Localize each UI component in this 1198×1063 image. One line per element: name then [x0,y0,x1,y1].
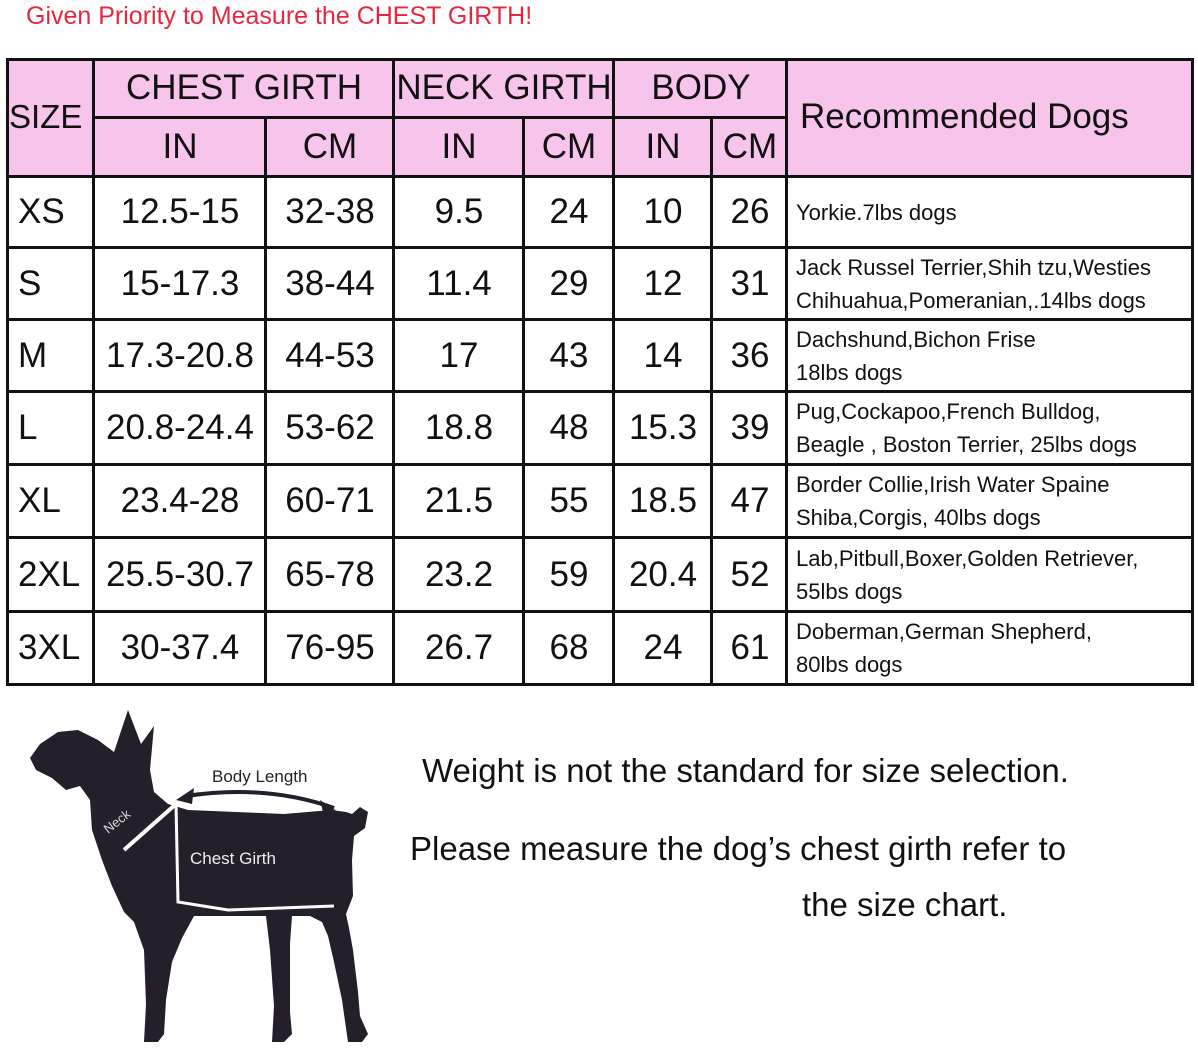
header-neck-cm: CM [541,127,597,166]
neck-cm-cell: 43 [549,335,589,375]
weight-note: Weight is not the standard for size selection. [422,752,1069,789]
recommended-dogs-cell [788,178,1194,246]
neck-in-cell: 23.2 [424,554,494,594]
row-divider [6,390,1194,393]
measure-note-continued: the size chart. [802,886,1008,923]
row-divider [6,536,1194,539]
body-in-cell: 14 [643,335,683,375]
recommended-dogs-line: Dachshund,Bichon Frise [796,326,1036,352]
arrow-head-left [176,788,194,804]
column-divider [612,58,615,686]
body-in-cell: 15.3 [628,408,698,447]
size-cell: 3XL [18,628,81,667]
neck-cm-cell: 68 [549,628,589,667]
dog-silhouette [16,700,416,1058]
chest-in-cell: 17.3-20.8 [106,335,254,375]
recommended-dogs-line: Border Collie,Irish Water Spaine [796,472,1110,497]
size-cell: S [18,263,42,303]
recommended-dogs-cell [788,249,1194,318]
chest-in-cell: 25.5-30.7 [106,554,254,594]
column-divider [264,116,267,686]
chest-cm-cell: 38-44 [285,263,375,303]
dog-measurement-diagram [16,700,416,1058]
body-cm-cell: 47 [730,481,770,520]
recommended-dogs-cell [788,393,1194,463]
chest-cm-cell: 32-38 [285,192,375,231]
measure-note: Please measure the dog’s chest girth refer to [410,830,1067,867]
body-length-arrow [186,792,334,808]
neck-cm-cell: 48 [549,408,589,447]
body-in-cell: 18.5 [628,481,698,520]
recommended-dogs-line: Pug,Cockapoo,French Bulldog, [796,399,1101,424]
table-border-top [6,58,1194,61]
size-cell: 2XL [18,554,81,594]
body-cm-cell: 31 [730,263,770,303]
recommended-dogs-line: Lab,Pitbull,Boxer,Golden Retriever, [796,545,1139,571]
body-length-label: Body Length [212,767,308,786]
chest-in-cell: 23.4-28 [120,481,240,520]
recommended-dogs-line: Shiba,Corgis, 40lbs dogs [796,505,1041,530]
recommended-dogs-line: 55lbs dogs [796,578,903,604]
size-cell: M [18,335,48,375]
chest-cm-cell: 44-53 [285,335,375,375]
size-chart-table [6,58,1194,686]
neck-cm-cell: 55 [549,481,589,520]
chest-in-cell: 12.5-15 [120,192,240,231]
recommended-dogs-cell [788,466,1194,536]
body-in-cell: 20.4 [628,554,698,594]
dog-body-shape [30,710,368,1042]
body-cm-cell: 39 [730,408,770,447]
row-divider [6,246,1194,249]
header-bottom-border [6,175,1194,178]
header-body-in: IN [645,127,681,166]
header-body-cm: CM [722,127,778,166]
priority-note: Given Priority to Measure the CHEST GIRTH! [26,2,533,30]
header-chest-in: IN [162,127,198,166]
body-in-cell: 12 [643,263,683,303]
table-border-right [1191,58,1194,686]
chest-in-cell: 30-37.4 [120,628,240,667]
recommended-dogs-line: Chihuahua,Pomeranian,.14lbs dogs [796,287,1146,313]
header-body: BODY [651,68,751,107]
column-divider [392,58,395,686]
neck-in-cell: 26.7 [424,628,494,667]
neck-in-cell: 21.5 [424,481,494,520]
neck-in-cell: 18.8 [424,408,494,447]
body-in-cell: 10 [643,192,683,231]
body-cm-cell: 36 [730,335,770,375]
neck-cm-cell: 59 [549,554,589,594]
header-chest-girth: CHEST GIRTH [126,68,362,107]
header-neck-girth: NECK GIRTH [396,68,612,107]
recommended-dogs-line: Beagle , Boston Terrier, 25lbs dogs [796,432,1137,457]
row-divider [6,610,1194,613]
table-border-bottom [6,683,1194,686]
size-cell: L [18,408,38,447]
body-cm-cell: 61 [730,628,770,667]
header-neck-in: IN [441,127,477,166]
neck-cm-cell: 24 [549,192,589,231]
row-divider [6,318,1194,321]
neck-cm-cell: 29 [549,263,589,303]
chest-in-cell: 15-17.3 [120,263,240,303]
body-in-cell: 24 [643,628,683,667]
chest-cm-cell: 76-95 [285,628,375,667]
header-recommended-dogs: Recommended Dogs [800,97,1129,136]
column-divider [710,116,713,686]
neck-in-cell: 9.5 [434,192,484,231]
header-divider [94,116,788,119]
neck-in-cell: 11.4 [426,263,492,303]
body-cm-cell: 26 [730,192,770,231]
recommended-dogs-line: 18lbs dogs [796,359,903,385]
recommended-dogs-line: 80lbs dogs [796,652,903,677]
header-size: SIZE [9,98,83,135]
body-cm-cell: 52 [730,554,770,594]
recommended-dogs-cell [788,321,1194,390]
chest-girth-label: Chest Girth [190,849,276,868]
row-divider [6,463,1194,466]
recommended-dogs-line: Yorkie.7lbs dogs [796,199,957,225]
column-divider [785,58,788,686]
neck-in-cell: 17 [439,335,479,375]
recommended-dogs-line: Doberman,German Shepherd, [796,619,1092,644]
recommended-dogs-cell [788,539,1194,610]
chest-cm-cell: 65-78 [285,554,375,594]
column-divider [92,58,95,686]
column-divider [522,116,525,686]
chest-in-cell: 20.8-24.4 [106,408,254,447]
recommended-dogs-line: Jack Russel Terrier,Shih tzu,Westies [796,254,1151,280]
size-cell: XS [18,192,65,231]
size-cell: XL [18,481,61,520]
neck-label: Neck [100,806,134,837]
table-border-left [6,58,9,686]
chest-cm-cell: 53-62 [285,408,375,447]
chest-cm-cell: 60-71 [285,481,375,520]
recommended-dogs-cell [788,613,1194,683]
header-chest-cm: CM [302,127,358,166]
